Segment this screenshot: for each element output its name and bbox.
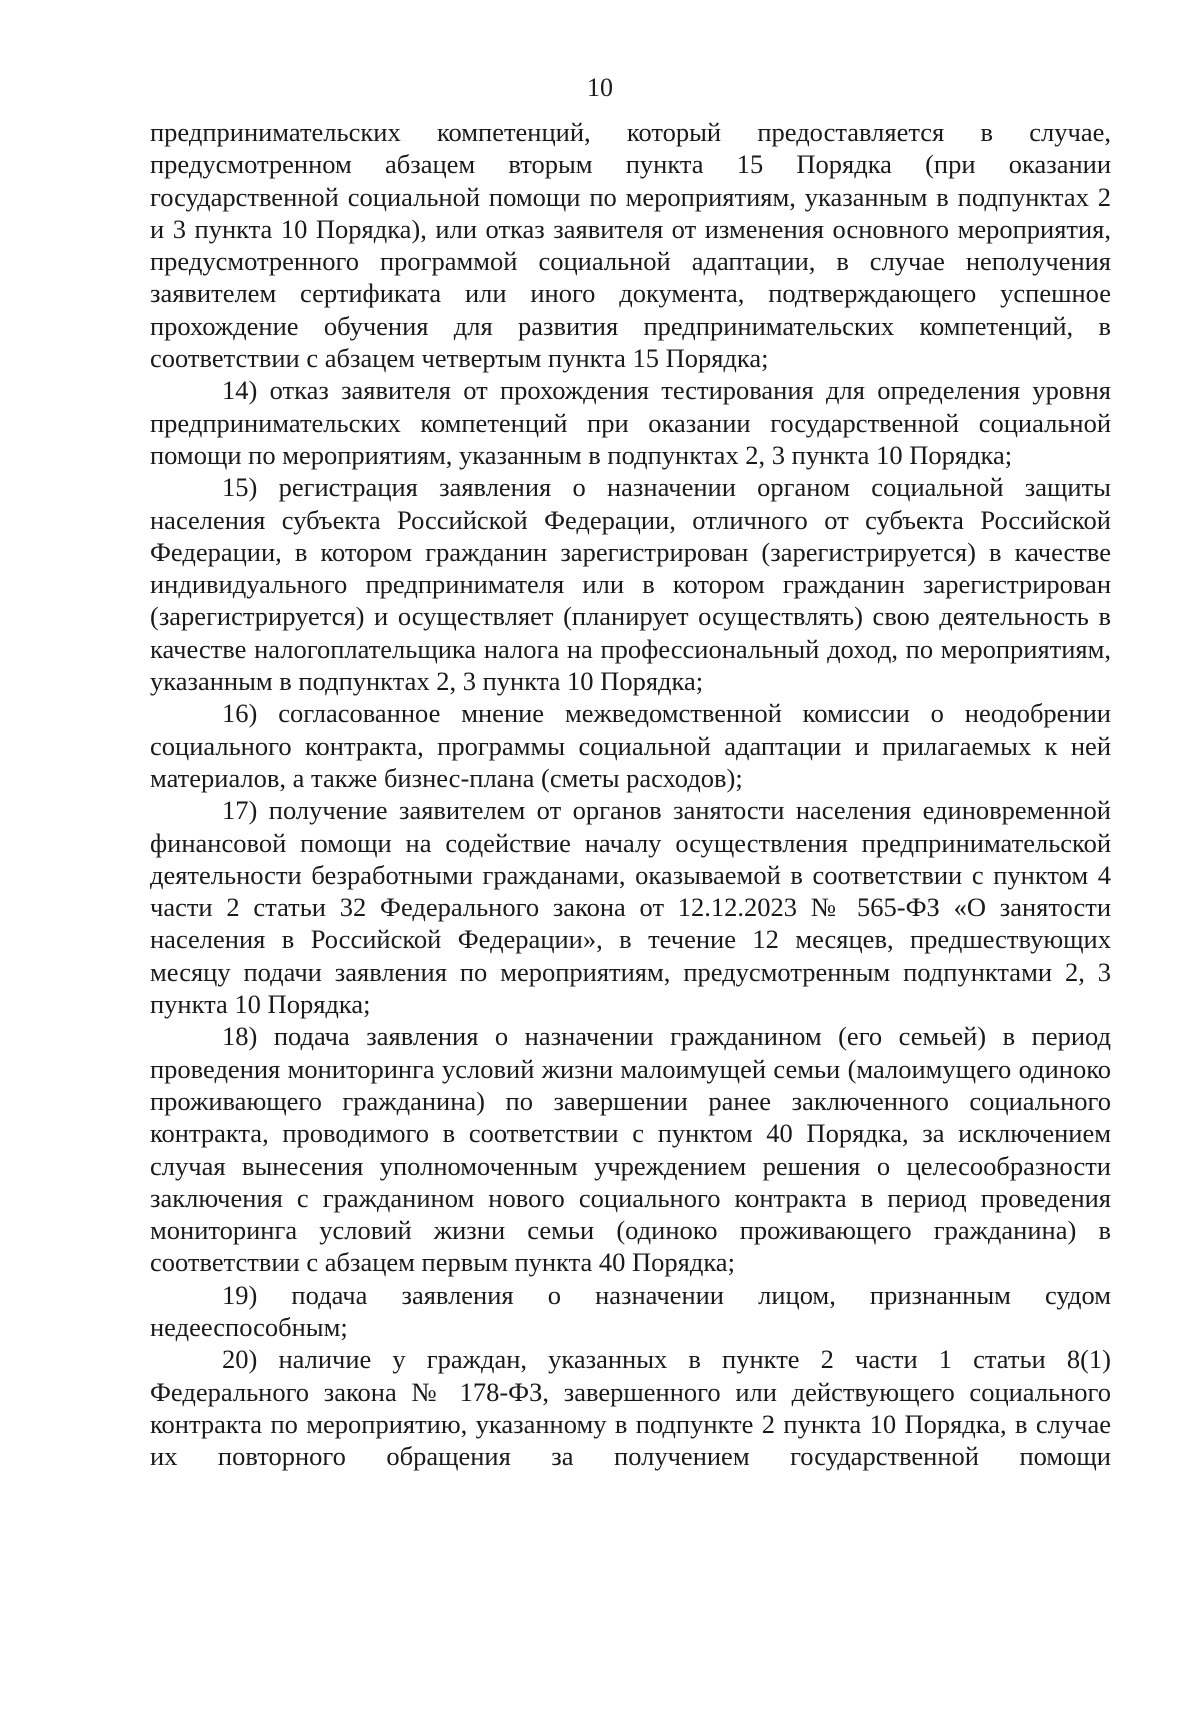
paragraph-item-15: 15) регистрация заявления о назначении органом социальной защиты населения субъекта Российской Федерации, отличного от субъекта Российской Федерации, в котором гражданин зарегистрирован (зарегистрируется) в качестве индивидуального предпринимателя или в котором гражданин зарегистрирован (зарегистрируется) и осуществляет (планирует осуществлять) свою деятельность в качестве налогоплательщика налога на профессиональный доход, по мероприятиям, указанным в подпунктах 2, 3 пункта 10 Порядка; bbox=[150, 472, 1111, 697]
document-body bbox=[150, 116, 1111, 1472]
paragraph-item-17: 17) получение заявителем от органов занятости населения единовременной финансовой помощи на содействие началу осуществления предпринимательской деятельности безработными гражданами, оказываемой в соответствии с пунктом 4 части 2 статьи 32 Федерального закона от 12.12.2023 № 565-ФЗ «О занятости населения в Российской Федерации», в течение 12 месяцев, предшествующих месяцу подачи заявления по мероприятиям, предусмотренным подпунктами 2, 3 пункта 10 Порядка; bbox=[150, 795, 1111, 1020]
paragraph-item-18: 18) подача заявления о назначении гражданином (его семьей) в период проведения мониторинга условий жизни малоимущей семьи (малоимущего одиноко проживающего гражданина) по завершении ранее заключенного социального контракта, проводимого в соответствии с пунктом 40 Порядка, за исключением случая вынесения уполномоченным учреждением решения о целесообразности заключения с гражданином нового социального контракта в период проведения мониторинга условий жизни семьи (одиноко проживающего гражданина) в соответствии с абзацем первым пункта 40 Порядка; bbox=[150, 1021, 1111, 1278]
paragraph-item-16: 16) согласованное мнение межведомственной комиссии о неодобрении социального контракта, программы социальной адаптации и прилагаемых к ней материалов, а также бизнес-плана (сметы расходов); bbox=[150, 698, 1111, 793]
paragraph-item-20: 20) наличие у граждан, указанных в пункте 2 части 1 статьи 8(1) Федерального закона № 178-ФЗ, завершенного или действующего социального контракта по мероприятию, указанному в подпункте 2 пункта 10 Порядка, в случае их повторного обращения за получением государственной помощи bbox=[150, 1344, 1111, 1472]
paragraph-item-14: 14) отказ заявителя от прохождения тестирования для определения уровня предпринимательских компетенций при оказании государственной социальной помощи по мероприятиям, указанным в подпунктах 2, 3 пункта 10 Порядка; bbox=[150, 375, 1111, 470]
paragraph-continuation: предпринимательских компетенций, который предоставляется в случае, предусмотренном абзацем вторым пункта 15 Порядка (при оказании государственной социальной помощи по мероприятиям, указанным в подпунктах 2 и 3 пункта 10 Порядка), или отказ заявителя от изменения основного мероприятия, предусмотренного программой социальной адаптации, в случае неполучения заявителем сертификата или иного документа, подтверждающего успешное прохождение обучения для развития предпринимательских компетенций, в соответствии с абзацем четвертым пункта 15 Порядка; bbox=[150, 117, 1111, 374]
page-number: 10 bbox=[587, 73, 613, 102]
paragraph-item-19: 19) подача заявления о назначении лицом, признанным судом недееспособным; bbox=[150, 1279, 1111, 1342]
